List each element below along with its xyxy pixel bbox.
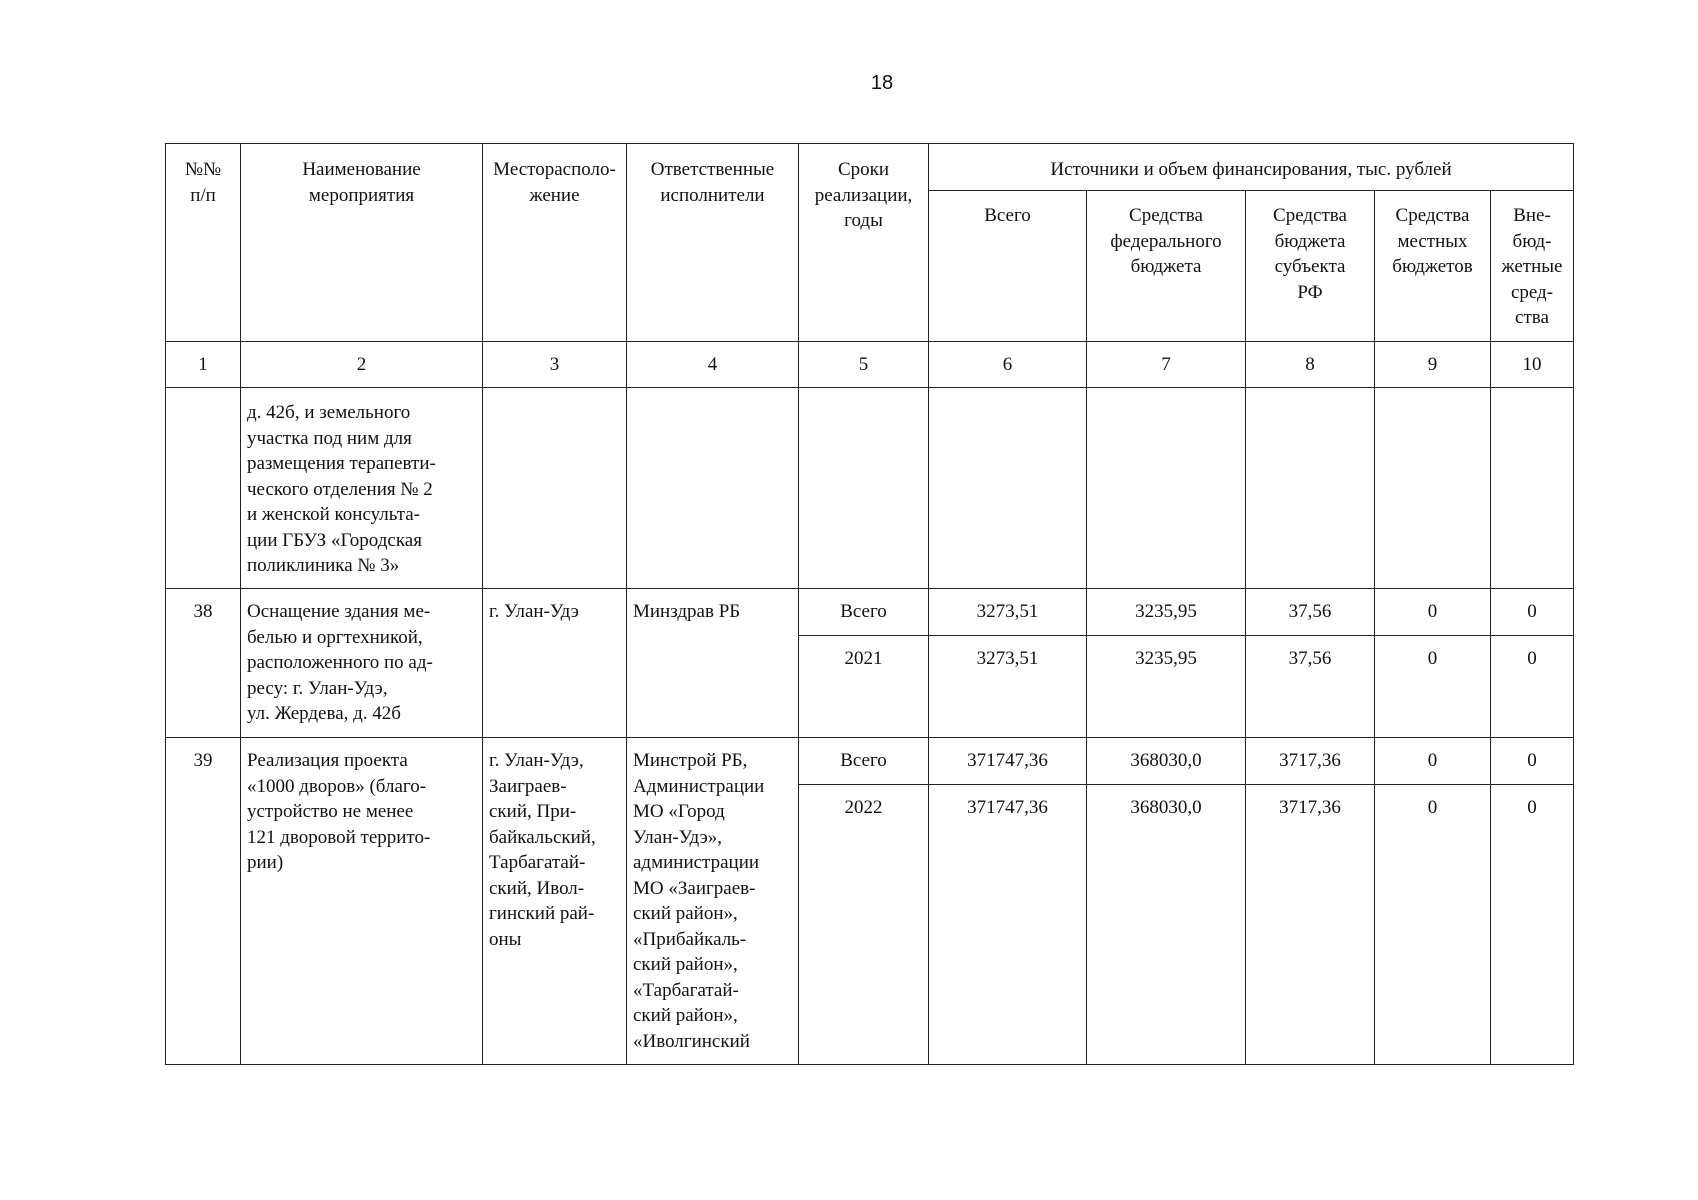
header-executors: Ответственные исполнители: [627, 144, 799, 342]
header-total: Всего: [929, 191, 1087, 342]
table-row: [166, 738, 1574, 785]
row-offbudget: 0: [1491, 738, 1574, 785]
column-number: 4: [627, 342, 799, 388]
row-local: 0: [1375, 636, 1491, 738]
header-local: Средства местных бюджетов: [1375, 191, 1491, 342]
row-number: 39: [166, 738, 241, 1065]
column-number: 6: [929, 342, 1087, 388]
header-regional: Средства бюджета субъекта РФ: [1246, 191, 1375, 342]
continuation-name: д. 42б, и земельного участка под ним для размещения терапевти- ческого отделения № 2 и женской консульта- ции ГБУЗ «Городская поликлиника № 3»: [241, 388, 483, 589]
row-local: 0: [1375, 589, 1491, 636]
column-number: 1: [166, 342, 241, 388]
header-row: [166, 144, 1574, 191]
header-name: Наименование мероприятия: [241, 144, 483, 342]
header-federal: Средства федерального бюджета: [1087, 191, 1246, 342]
row-period: 2022: [799, 785, 929, 1065]
column-number: 8: [1246, 342, 1375, 388]
row-name: Реализация проекта «1000 дворов» (благо- устройство не менее 121 дворовой террито- рии): [241, 738, 483, 1065]
row-total: 3273,51: [929, 589, 1087, 636]
row-local: 0: [1375, 785, 1491, 1065]
row-period: 2021: [799, 636, 929, 738]
row-executors: Минздрав РБ: [627, 589, 799, 738]
row-offbudget: 0: [1491, 636, 1574, 738]
column-number: 2: [241, 342, 483, 388]
row-offbudget: 0: [1491, 785, 1574, 1065]
header-funding-group: Источники и объем финансирования, тыс. рублей: [929, 144, 1574, 191]
column-numbers-row: [166, 342, 1574, 388]
column-number: 5: [799, 342, 929, 388]
header-location: Месторасполо- жение: [483, 144, 627, 342]
row-regional: 37,56: [1246, 589, 1375, 636]
header-period: Сроки реализации, годы: [799, 144, 929, 342]
header-num: №№ п/п: [166, 144, 241, 342]
row-regional: 3717,36: [1246, 738, 1375, 785]
header-offbudget: Вне- бюд- жетные сред- ства: [1491, 191, 1574, 342]
row-federal: 3235,95: [1087, 636, 1246, 738]
row-period: Всего: [799, 738, 929, 785]
column-number: 7: [1087, 342, 1246, 388]
row-total: 371747,36: [929, 738, 1087, 785]
row-executors: Минстрой РБ, Администрации МО «Город Улан-Удэ», администрации МО «Заиграев- ский район», «Прибайкаль- ский район», «Тарбагатай- ский район», «Иволгинский: [627, 738, 799, 1065]
row-federal: 368030,0: [1087, 738, 1246, 785]
row-number: 38: [166, 589, 241, 738]
row-total: 371747,36: [929, 785, 1087, 1065]
row-total: 3273,51: [929, 636, 1087, 738]
row-regional: 37,56: [1246, 636, 1375, 738]
row-location: г. Улан-Удэ, Заиграев- ский, При- байкальский, Тарбагатай- ский, Ивол- гинский рай- оны: [483, 738, 627, 1065]
row-location: г. Улан-Удэ: [483, 589, 627, 738]
column-number: 10: [1491, 342, 1574, 388]
page-number: 18: [870, 72, 894, 94]
column-number: 3: [483, 342, 627, 388]
row-regional: 3717,36: [1246, 785, 1375, 1065]
financing-table: [165, 143, 1574, 1065]
row-federal: 3235,95: [1087, 589, 1246, 636]
continuation-row: [166, 388, 1574, 589]
row-local: 0: [1375, 738, 1491, 785]
row-offbudget: 0: [1491, 589, 1574, 636]
column-number: 9: [1375, 342, 1491, 388]
row-federal: 368030,0: [1087, 785, 1246, 1065]
row-name: Оснащение здания ме- белью и оргтехникой, расположенного по ад- ресу: г. Улан-Удэ, ул. Жердева, д. 42б: [241, 589, 483, 738]
table-row: [166, 589, 1574, 636]
row-period: Всего: [799, 589, 929, 636]
